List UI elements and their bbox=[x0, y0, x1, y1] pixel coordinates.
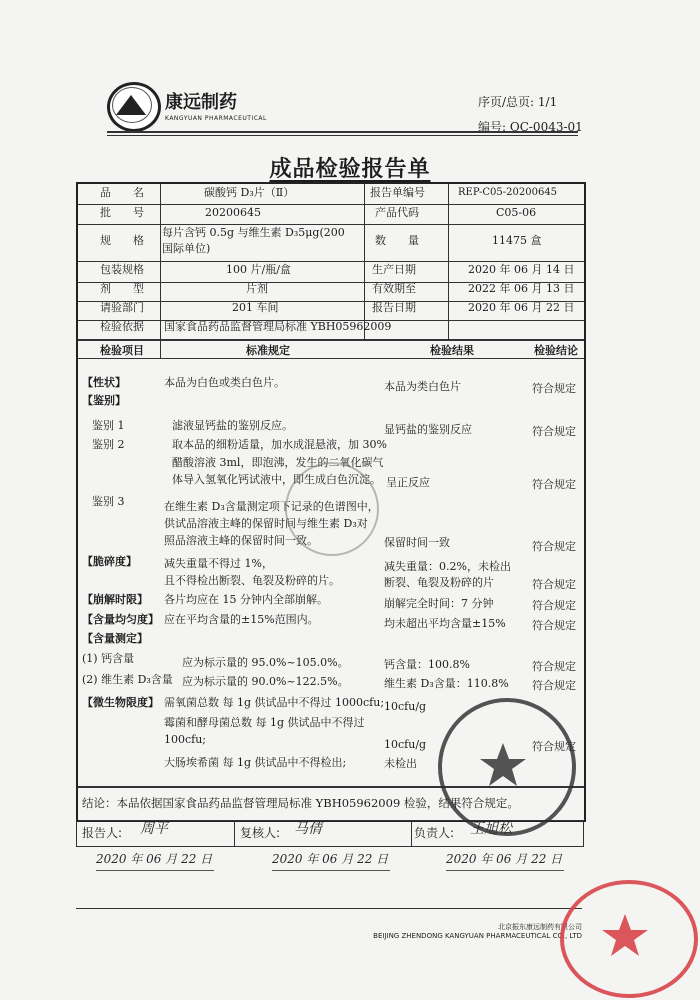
reporter-date: 2020 年 06 月 22 日 bbox=[96, 852, 213, 866]
ident3-standard-1: 在维生素 D₃含量测定项下记录的色谱图中， bbox=[164, 500, 379, 513]
ident1-standard: 滤液显钙盐的鉴别反应。 bbox=[172, 419, 293, 432]
batch-number: 20200645 bbox=[205, 206, 261, 219]
reviewer-signature: 马倩 bbox=[294, 821, 322, 837]
friability-conclusion: 符合规定 bbox=[532, 578, 576, 591]
footer-company-cn: 北京振东康远制药有限公司 bbox=[498, 923, 582, 931]
microbial-label: 【微生物限度】 bbox=[82, 696, 159, 709]
responsible-label: 负责人: bbox=[414, 826, 455, 840]
calcium-result: 钙含量：100.8% bbox=[384, 658, 470, 671]
report-date-label: 报告日期 bbox=[372, 301, 416, 314]
microbial-conclusion: 符合规定 bbox=[532, 740, 576, 753]
disintegration-standard: 各片均应在 15 分钟内全部崩解。 bbox=[164, 593, 328, 606]
ident2-label: 鉴别 2 bbox=[92, 438, 125, 451]
ident3-result: 保留时间一致 bbox=[384, 536, 450, 549]
company-name-cn: 康远制药 bbox=[165, 92, 237, 113]
ident2-result: 呈正反应 bbox=[386, 476, 430, 489]
dosage-form: 片剂 bbox=[246, 282, 268, 295]
disintegration-result: 崩解完全时间：7 分钟 bbox=[384, 597, 494, 610]
ident2-standard-2: 醋酸溶液 3ml，即泡沸，发生的二氧化碳气 bbox=[172, 456, 384, 469]
ident2-standard-1: 取本品的细粉适量，加水成混悬液，加 30% bbox=[172, 438, 387, 451]
ident3-standard-2: 供试品溶液主峰的保留时间与维生素 D₃对 bbox=[164, 517, 368, 530]
ident1-result: 显钙盐的鉴别反应 bbox=[384, 423, 472, 436]
conclusion-text: 结论：本品依据国家食品药品监督管理局标准 YBH05962009 检验，结果符合规定。 bbox=[82, 796, 519, 810]
ident3-standard-3: 照品溶液主峰的保留时间一致。 bbox=[164, 534, 318, 547]
responsible-date: 2020 年 06 月 22 日 bbox=[446, 852, 563, 866]
ident1-conclusion: 符合规定 bbox=[532, 425, 576, 438]
vitd-result: 维生素 D₃含量：110.8% bbox=[384, 677, 509, 690]
responsible-signature: 王旭松 bbox=[470, 821, 512, 837]
pack-label: 包装规格 bbox=[100, 263, 144, 276]
header-rule-thin bbox=[107, 135, 578, 136]
calcium-standard: 应为标示量的 95.0%~105.0%。 bbox=[182, 656, 349, 669]
friability-standard-2: 且不得检出断裂、龟裂及粉碎的片。 bbox=[164, 574, 340, 587]
disintegration-conclusion: 符合规定 bbox=[532, 599, 576, 612]
spec-line-1: 每片含钙 0.5g 与维生素 D₃5μg(200 bbox=[162, 226, 345, 239]
friability-standard-1: 减失重量不得过 1%， bbox=[164, 557, 273, 570]
appearance-label: 【性状】 bbox=[82, 376, 126, 389]
uniformity-conclusion: 符合规定 bbox=[532, 619, 576, 632]
company-name-en: KANGYUAN PHARMACEUTICAL bbox=[165, 115, 267, 122]
calcium-label: (1) 钙含量 bbox=[82, 652, 135, 665]
mountain-icon bbox=[116, 95, 146, 115]
product-name: 碳酸钙 D₃片（Ⅱ） bbox=[204, 186, 295, 199]
spec-label: 规 格 bbox=[100, 234, 144, 247]
date-underline-2 bbox=[272, 870, 390, 871]
spec-line-2: 国际单位) bbox=[162, 242, 211, 255]
expiry-date: 2022 年 06 月 13 日 bbox=[468, 282, 575, 295]
report-title: 成品检验报告单 bbox=[269, 157, 431, 182]
col-item: 检验项目 bbox=[100, 344, 144, 357]
footer-company-en: BEIJING ZHENDONG KANGYUAN PHARMACEUTICAL CO., LTD bbox=[373, 932, 582, 940]
vitd-conclusion: 符合规定 bbox=[532, 679, 576, 692]
company-logo-icon bbox=[107, 82, 161, 132]
faded-stamp-mark bbox=[285, 462, 379, 556]
reporter-label: 报告人: bbox=[82, 826, 123, 840]
expiry-label: 有效期至 bbox=[372, 282, 416, 295]
department: 201 车间 bbox=[232, 301, 279, 314]
mfg-date-label: 生产日期 bbox=[372, 263, 416, 276]
identification-label: 【鉴别】 bbox=[82, 394, 126, 407]
product-code: C05-06 bbox=[496, 206, 537, 219]
quantity: 11475 盒 bbox=[492, 234, 542, 247]
batch-label: 批 号 bbox=[100, 206, 144, 219]
micro3-result: 未检出 bbox=[384, 757, 417, 770]
ident2-standard-3: 体导入氢氧化钙试液中，即生成白色沉淀。 bbox=[172, 473, 381, 486]
page-number: 序页/总页: 1/1 bbox=[478, 95, 558, 109]
ident3-conclusion: 符合规定 bbox=[532, 540, 576, 553]
micro2-result: 10cfu/g bbox=[384, 738, 427, 751]
reviewer-date: 2020 年 06 月 22 日 bbox=[272, 852, 389, 866]
footer-rule bbox=[76, 908, 582, 909]
friability-result-1: 减失重量：0.2%，未检出 bbox=[384, 560, 511, 573]
vitd-standard: 应为标示量的 90.0%~122.5%。 bbox=[182, 675, 349, 688]
ident3-label: 鉴别 3 bbox=[92, 495, 125, 508]
uniformity-result: 均未超出平均含量±15% bbox=[384, 617, 506, 630]
test-basis: 国家食品药品监督管理局标准 YBH05962009 bbox=[164, 320, 392, 333]
friability-result-2: 断裂、龟裂及粉碎的片 bbox=[384, 576, 494, 589]
date-underline-3 bbox=[446, 870, 564, 871]
report-date: 2020 年 06 月 22 日 bbox=[468, 301, 575, 314]
friability-label: 【脆碎度】 bbox=[82, 555, 137, 568]
micro3-standard: 大肠埃希菌 每 1g 供试品中不得检出; bbox=[164, 756, 347, 769]
reviewer-label: 复核人: bbox=[240, 826, 281, 840]
basis-label: 检验依据 bbox=[100, 320, 144, 333]
vitd-label: (2) 维生素 D₃含量 bbox=[82, 673, 173, 686]
form-label: 剂 型 bbox=[100, 282, 144, 295]
col-conclusion: 检验结论 bbox=[534, 344, 578, 357]
micro2-standard-1: 霉菌和酵母菌总数 每 1g 供试品中不得过 bbox=[164, 716, 365, 729]
document-code: 编号: QC-0043-01 bbox=[478, 120, 583, 134]
reporter-signature: 周平 bbox=[140, 821, 168, 837]
header-rule bbox=[107, 131, 578, 133]
ident2-conclusion: 符合规定 bbox=[532, 478, 576, 491]
uniformity-standard: 应在平均含量的±15%范围内。 bbox=[164, 613, 319, 626]
product-label: 品 名 bbox=[100, 186, 144, 199]
report-no-label: 报告单编号 bbox=[370, 186, 425, 199]
dept-label: 请验部门 bbox=[100, 301, 144, 314]
micro1-result: 10cfu/g bbox=[384, 700, 427, 713]
appearance-standard: 本品为白色或类白色片。 bbox=[164, 376, 285, 389]
col-result: 检验结果 bbox=[430, 344, 474, 357]
micro2-standard-2: 100cfu; bbox=[164, 733, 207, 746]
pack-spec: 100 片/瓶/盒 bbox=[226, 263, 291, 276]
disintegration-label: 【崩解时限】 bbox=[82, 593, 148, 606]
product-code-label: 产品代码 bbox=[375, 206, 419, 219]
uniformity-label: 【含量均匀度】 bbox=[82, 613, 159, 626]
calcium-conclusion: 符合规定 bbox=[532, 660, 576, 673]
appearance-result: 本品为类白色片 bbox=[384, 380, 461, 393]
date-underline-1 bbox=[96, 870, 214, 871]
distributor-seal bbox=[560, 880, 698, 998]
report-no: REP-C05-20200645 bbox=[458, 187, 558, 198]
quantity-label: 数 量 bbox=[375, 234, 419, 247]
micro1-standard: 需氧菌总数 每 1g 供试品中不得过 1000cfu; bbox=[164, 696, 385, 709]
ident1-label: 鉴别 1 bbox=[92, 419, 125, 432]
col-standard: 标准规定 bbox=[246, 344, 290, 357]
mfg-date: 2020 年 06 月 14 日 bbox=[468, 263, 575, 276]
appearance-conclusion: 符合规定 bbox=[532, 382, 576, 395]
assay-label: 【含量测定】 bbox=[82, 632, 148, 645]
company-seal bbox=[438, 698, 576, 836]
